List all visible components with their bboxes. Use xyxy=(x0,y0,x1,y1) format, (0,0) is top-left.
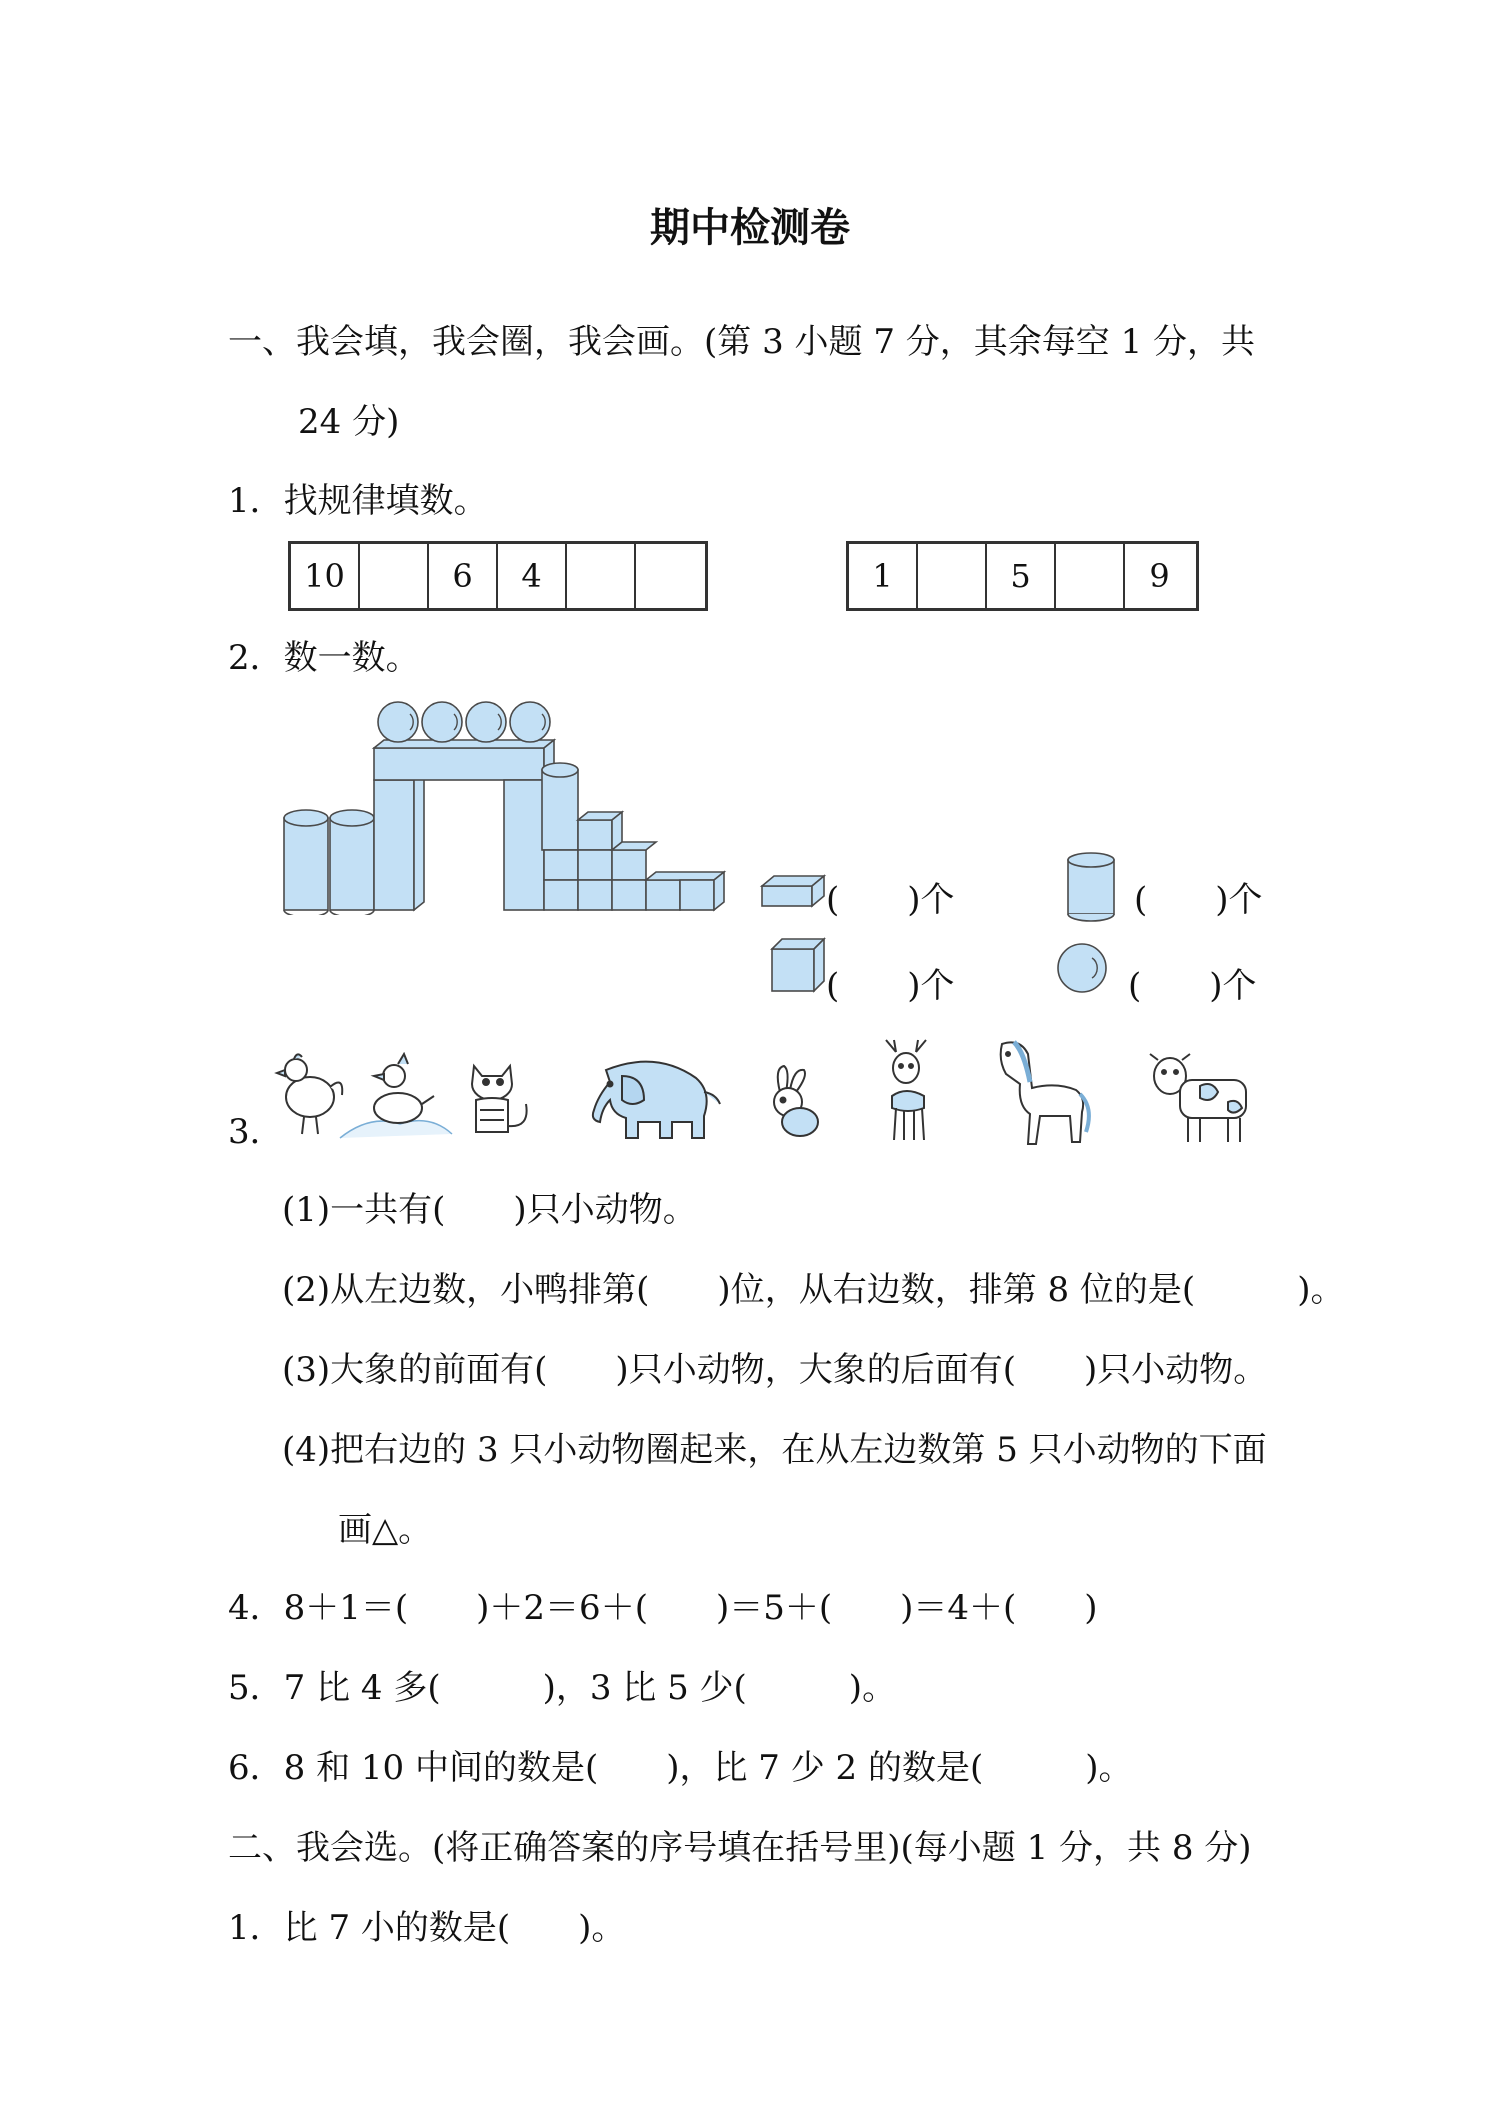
cuboid-icon xyxy=(758,872,828,912)
sequence-b xyxy=(846,541,1199,611)
cylinder-count[interactable]: ( )个 xyxy=(1134,880,1263,920)
horse-icon xyxy=(984,1034,1096,1146)
cuboid-count[interactable]: ( )个 xyxy=(826,880,955,920)
section2-heading: 二、我会选。(将正确答案的序号填在括号里)(每小题 1 分，共 8 分) xyxy=(228,1828,1252,1868)
q2-label: 2．数一数。 xyxy=(228,638,420,678)
q1-label: 1．找规律填数。 xyxy=(228,481,488,521)
seq-a-cell[interactable] xyxy=(360,544,429,608)
seq-b-cell: 5 xyxy=(987,544,1056,608)
sphere-count[interactable]: ( )个 xyxy=(1128,966,1257,1006)
seq-a-cell: 6 xyxy=(429,544,498,608)
seq-a-cell: 4 xyxy=(498,544,567,608)
cylinder-icon xyxy=(1064,850,1120,922)
q5-question: 5．7 比 4 多( )，3 比 5 少( )。 xyxy=(228,1668,897,1708)
duck-icon xyxy=(336,1052,456,1144)
q3-sub4-cont: 画△。 xyxy=(338,1510,433,1550)
q3-sub3: (3)大象的前面有( )只小动物，大象的后面有( )只小动物。 xyxy=(282,1350,1268,1390)
seq-b-cell: 9 xyxy=(1149,557,1170,595)
seq-b-cell[interactable] xyxy=(1056,544,1125,608)
cube-count[interactable]: ( )个 xyxy=(826,966,955,1006)
q6-question: 6．8 和 10 中间的数是( )，比 7 少 2 的数是( )。 xyxy=(228,1748,1133,1788)
seq-a-cell[interactable] xyxy=(567,544,636,608)
seq-b-cell[interactable] xyxy=(918,544,987,608)
q4-equation: 4．8＋1＝( )＋2＝6＋( )＝5＋( )＝4＋( ) xyxy=(228,1588,1098,1628)
section1-heading-cont: 24 分) xyxy=(298,402,400,442)
section2-q1: 1．比 7 小的数是( )。 xyxy=(228,1908,626,1948)
rabbit-icon xyxy=(760,1062,828,1142)
q3-sub2: (2)从左边数，小鸭排第( )位，从右边数，排第 8 位的是( )。 xyxy=(282,1270,1345,1310)
cube-icon xyxy=(768,935,828,995)
sequence-a xyxy=(288,541,708,611)
q3-label: 3． xyxy=(228,1112,284,1152)
sphere-icon xyxy=(1054,940,1110,996)
q3-sub4: (4)把右边的 3 只小动物圈起来，在从左边数第 5 只小动物的下面 xyxy=(282,1430,1267,1470)
cow-icon xyxy=(1144,1046,1258,1146)
deer-icon xyxy=(868,1038,948,1146)
section1-heading: 一、我会填，我会圈，我会画。(第 3 小题 7 分，其余每空 1 分，共 xyxy=(228,322,1256,362)
seq-b-cell: 1 xyxy=(849,544,918,608)
page-title: 期中检测卷 xyxy=(650,205,850,251)
seq-a-cell[interactable] xyxy=(636,544,705,608)
elephant-icon xyxy=(566,1052,726,1144)
cat-icon xyxy=(460,1052,540,1144)
building-blocks-figure xyxy=(278,700,728,915)
seq-a-cell: 10 xyxy=(291,544,360,608)
q3-sub1: (1)一共有( )只小动物。 xyxy=(282,1190,697,1230)
